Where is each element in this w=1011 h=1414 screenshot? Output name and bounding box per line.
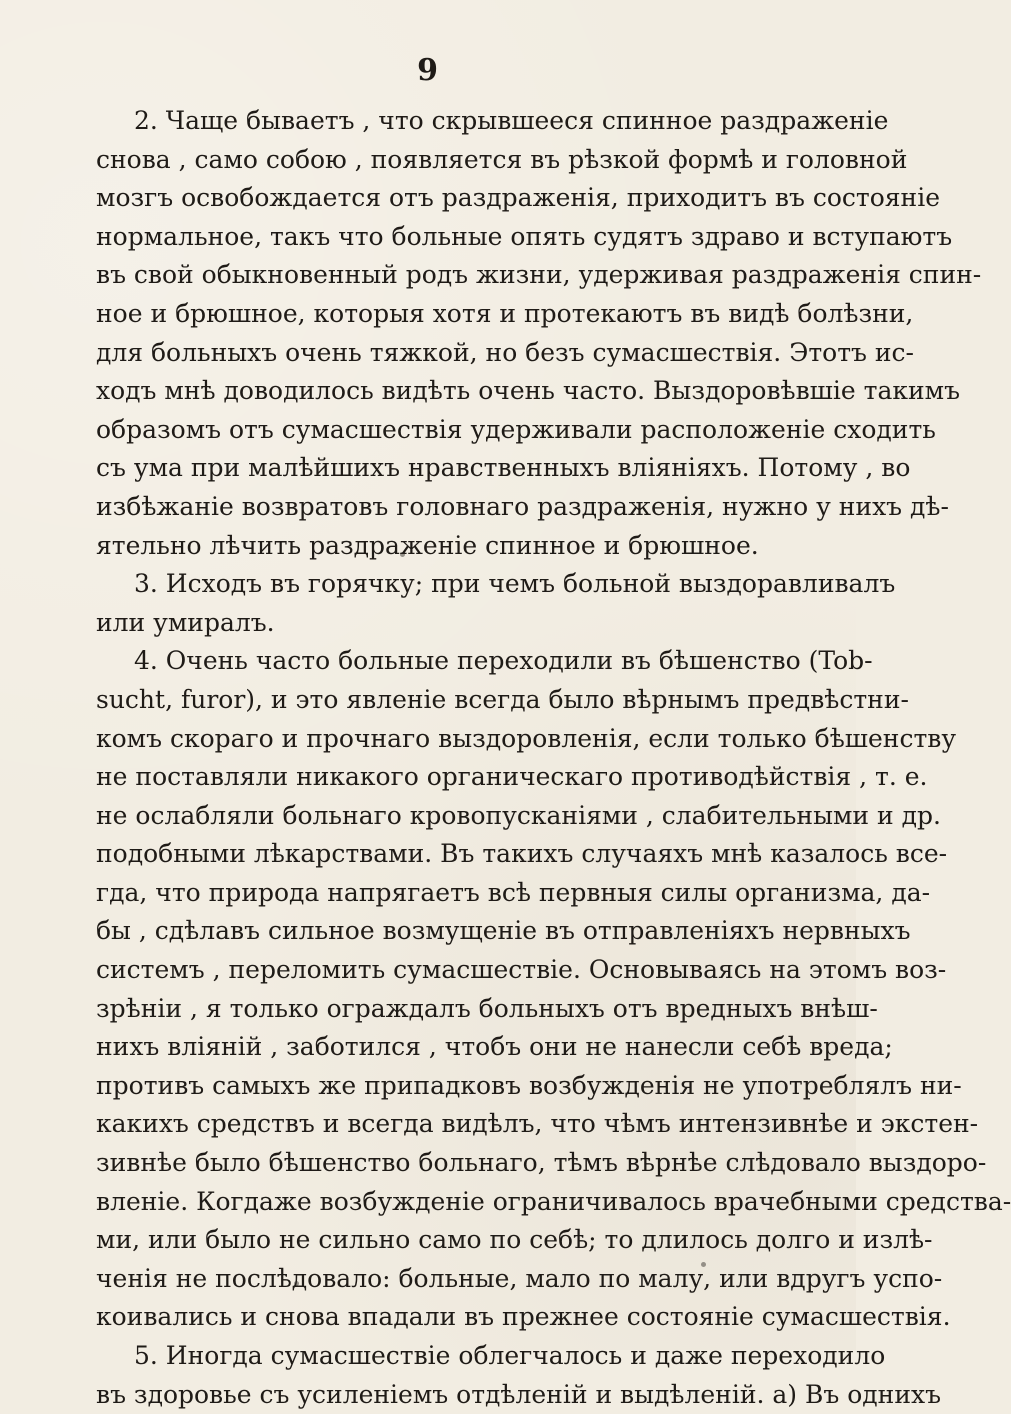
paragraph-4 [96, 642, 1011, 1337]
text-line: ятельно лѣчить раздраженіе спинное и брюшное. [96, 530, 759, 560]
text-line: вленіе. Когдаже возбужденіе ограничивалось врачебными средства- [96, 1186, 1011, 1216]
ink-speck [400, 552, 405, 557]
text-line: въ здоровье съ усиленіемъ отдѣленій и выдѣленій. а) Въ однихъ [96, 1379, 941, 1409]
text-line: не поставляли никакого органическаго противодѣйствія , т. е. [96, 762, 928, 792]
text-line: системъ , переломить сумасшествіе. Основываясь на этомъ воз- [96, 955, 947, 985]
text-line: зрѣніи , я только ограждалъ больныхъ отъ вредныхъ внѣш- [96, 993, 878, 1023]
text-line: гда, что природа напрягаетъ всѣ первныя силы организма, да- [96, 877, 931, 907]
text-line: нормальное, такъ что больные опять судятъ здраво и вступаютъ [96, 221, 953, 251]
text-line: съ ума при малѣйшихъ нравственныхъ вліяніяхъ. Потому , во [96, 453, 911, 483]
text-line: подобными лѣкарствами. Въ такихъ случаяхъ мнѣ казалось все- [96, 839, 948, 869]
text-line: ное и брюшное, которыя хотя и протекаютъ въ видѣ болѣзни, [96, 298, 914, 328]
text-line: нихъ вліяній , заботился , чтобъ они не нанесли себѣ вреда; [96, 1032, 893, 1062]
text-line: sucht, furor), и это явленіе всегда было вѣрнымъ предвѣстни- [96, 684, 909, 714]
page-number: 9 [417, 53, 439, 88]
text-line: ходъ мнѣ доводилось видѣть очень часто. Выздоровѣвшіе такимъ [96, 376, 961, 406]
text-line: не ослабляли больнаго кровопусканіями , слабительными и др. [96, 800, 941, 830]
page-text [96, 102, 1011, 1414]
text-line: въ свой обыкновенный родъ жизни, удерживая раздраженія спин- [96, 260, 982, 290]
text-line: 5. Иногда сумасшествіе облегчалось и даже переходило [134, 1341, 886, 1370]
text-line: 4. Очень часто больные переходили въ бѣшенство (Tob- [134, 646, 873, 676]
ink-speck [701, 1262, 706, 1267]
ink-speck [294, 1281, 299, 1286]
text-line: 2. Чаще бываетъ , что скрывшееся спинное раздраженіе [134, 106, 889, 135]
text-line: коивались и снова впадали въ прежнее состояніе сумасшествія. [96, 1302, 951, 1332]
paragraph-5 [96, 1337, 941, 1414]
text-line: мозгъ освобождается отъ раздраженія, приходитъ въ состояніе [96, 183, 941, 213]
text-line: снова , само собою , появляется въ рѣзкой формѣ и головной [96, 144, 908, 174]
text-line: ми, или было не сильно само по себѣ; то длилось долго и излѣ- [96, 1225, 933, 1255]
paragraph-2 [96, 102, 982, 565]
text-line: или умиралъ. [96, 607, 275, 637]
text-line: комъ скораго и прочнаго выздоровленія, если только бѣшенству [96, 723, 957, 753]
text-line: избѣжаніе возвратовъ головнаго раздраженія, нужно у нихъ дѣ- [96, 491, 949, 521]
text-line: бы , сдѣлавъ сильное возмущеніе въ отправленіяхъ нервныхъ [96, 916, 911, 946]
paragraph-3 [96, 565, 896, 642]
text-line: ченія не послѣдовало: больные, мало по малу, или вдругъ успо- [96, 1263, 943, 1293]
text-line: 3. Исходъ въ горячку; при чемъ больной выздоравливалъ [134, 569, 896, 599]
text-line: какихъ средствъ и всегда видѣлъ, что чѣмъ интензивнѣе и экстен- [96, 1109, 979, 1139]
text-line: противъ самыхъ же припадковъ возбужденія не употреблялъ ни- [96, 1070, 962, 1100]
text-line: зивнѣе было бѣшенство больнаго, тѣмъ вѣрнѣе слѣдовало выздоро- [96, 1148, 987, 1178]
text-line: образомъ отъ сумасшествія удерживали расположеніе сходить [96, 414, 936, 444]
text-line: для больныхъ очень тяжкой, но безъ сумасшествія. Этотъ ис- [96, 337, 914, 367]
